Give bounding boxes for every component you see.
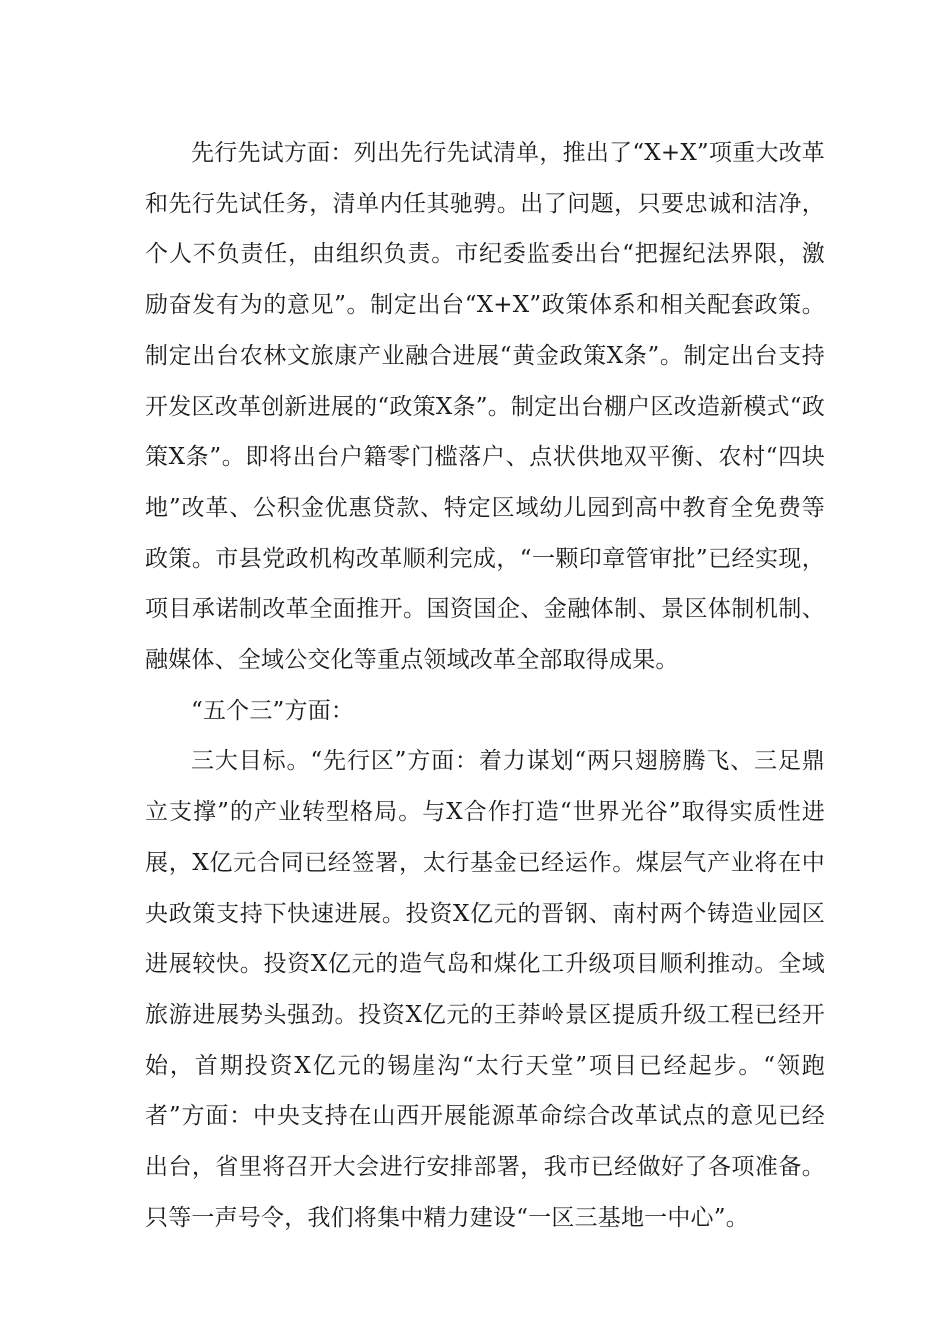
paragraph-pilot-reform: 先行先试方面：列出先行先试清单，推出了“X+X”项重大改革和先行先试任务，清单内任其驰骋。出了问题，只要忠诚和洁净，个人不负责任，由组织负责。市纪委监委出台“把握纪法界限，激励奋发有为的意见”。制定出台“X+X”政策体系和相关配套政策。制定出台农林文旅康产业融合进展“黄金政策X条”。制定出台支持开发区改革创新进展的“政策X条”。制定出台棚户区改造新模式“政策X条”。即将出台户籍零门槛落户、点状供地双平衡、农村“四块地”改革、公积金优惠贷款、特定区域幼儿园到高中教育全免费等政策。市县党政机构改革顺利完成，“一颗印章管审批”已经实现，项目承诺制改革全面推开。国资国企、金融体制、景区体制机制、融媒体、全域公交化等重点领域改革全部取得成果。 [145, 140, 825, 674]
paragraph-five-threes-heading: “五个三”方面： [191, 697, 355, 724]
document-body [145, 128, 825, 1243]
paragraph-three-goals: 三大目标。“先行区”方面：着力谋划“两只翅膀腾飞、三足鼎立支撑”的产业转型格局。与X合作打造“世界光谷”取得实质性进展，X亿元合同已经签署，太行基金已经运作。煤层气产业将在中央政策支持下快速进展。投资X亿元的晋钢、南村两个铸造业园区进展较快。投资X亿元的造气岛和煤化工升级项目顺利推动。全域旅游进展势头强劲。投资X亿元的王莽岭景区提质升级工程已经开始，首期投资X亿元的锡崖沟“太行天堂”项目已经起步。“领跑者”方面：中央支持在山西开展能源革命综合改革试点的意见已经出台，省里将召开大会进行安排部署，我市已经做好了各项准备。只等一声号令，我们将集中精力建设“一区三基地一中心”。 [145, 748, 825, 1231]
